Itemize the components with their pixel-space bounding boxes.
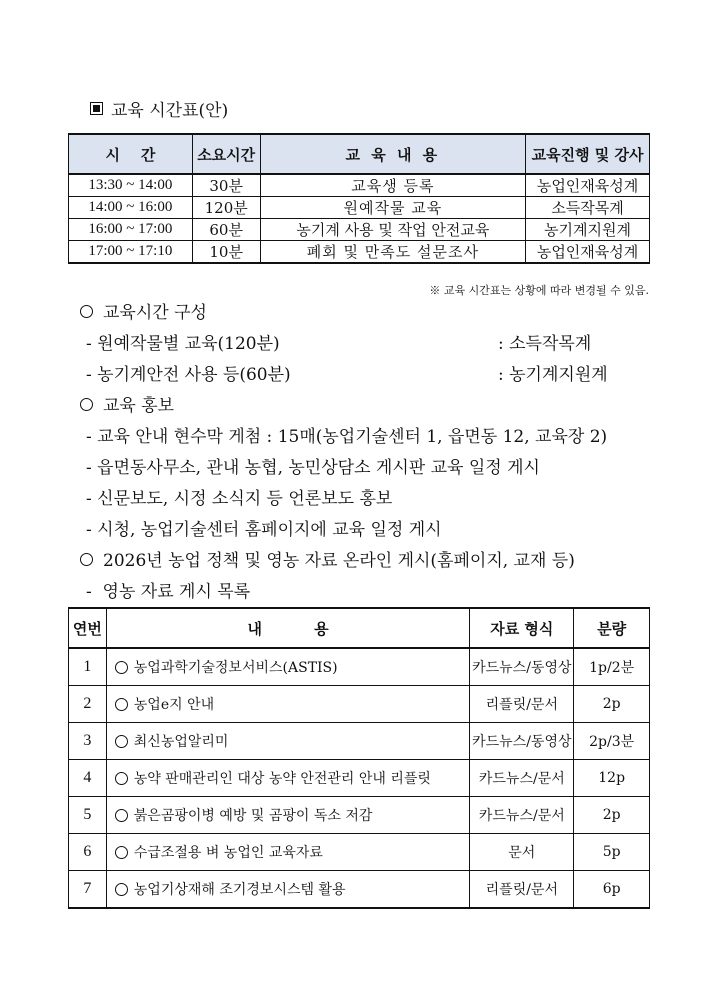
row-content: 원예작물 교육 — [260, 197, 525, 219]
row-format: 카드뉴스/동영상 — [470, 723, 574, 760]
table-row — [69, 241, 650, 264]
row-duration: 30분 — [192, 174, 260, 197]
schedule-section-title — [90, 96, 228, 121]
promotion-heading — [80, 391, 680, 422]
table-row — [69, 871, 650, 909]
composition-item-value: : 농기계지원계 — [498, 365, 608, 385]
row-no: 3 — [69, 723, 107, 760]
filled-square-icon — [90, 102, 103, 115]
header-content: 내 용 — [106, 608, 470, 648]
table-row — [69, 219, 650, 241]
row-content-cell — [106, 723, 470, 760]
header-duration: 소요시간 — [192, 134, 260, 174]
row-amount: 6p — [574, 871, 650, 909]
row-content: 농기계 사용 및 작업 안전교육 — [260, 219, 525, 241]
row-duration: 10분 — [192, 241, 260, 264]
header-format: 자료 형식 — [470, 608, 574, 648]
row-format: 카드뉴스/문서 — [470, 797, 574, 834]
row-lecturer: 농업인재육성계 — [526, 174, 650, 197]
composition-item — [80, 360, 680, 391]
row-no: 4 — [69, 760, 107, 797]
row-content-cell — [106, 760, 470, 797]
row-time: 13:30 ~ 14:00 — [69, 174, 193, 197]
table-row — [69, 648, 650, 686]
row-content-cell — [106, 686, 470, 723]
promotion-heading-text: 교육 홍보 — [103, 396, 175, 416]
row-no: 7 — [69, 871, 107, 909]
row-duration: 120분 — [192, 197, 260, 219]
header-time: 시 간 — [69, 134, 193, 174]
table-row — [69, 834, 650, 871]
row-no: 1 — [69, 648, 107, 686]
row-content-cell — [106, 871, 470, 909]
table-row — [69, 686, 650, 723]
composition-heading — [80, 298, 680, 329]
row-content-cell — [106, 797, 470, 834]
composition-item — [80, 329, 680, 360]
online-subheading: - 영농 자료 게시 목록 — [86, 582, 251, 602]
schedule-note: ※ 교육 시간표는 상황에 따라 변경될 수 있음. — [429, 284, 649, 297]
row-lecturer: 농업인재육성계 — [526, 241, 650, 264]
schedule-header-row — [69, 134, 650, 174]
promotion-item: - 읍면동사무소, 관내 농협, 농민상담소 게시판 교육 일정 게시 — [86, 458, 540, 478]
schedule-title: 교육 시간표(안) — [111, 101, 229, 121]
header-content: 교 육 내 용 — [260, 134, 525, 174]
row-lecturer: 농기계지원계 — [526, 219, 650, 241]
table-row — [69, 760, 650, 797]
circle-bullet-icon — [115, 735, 128, 748]
row-amount: 2p — [574, 797, 650, 834]
row-duration: 60분 — [192, 219, 260, 241]
composition-item-label: - 원예작물별 교육(120분) — [86, 334, 280, 354]
row-amount: 12p — [574, 760, 650, 797]
row-lecturer: 소득작목계 — [526, 197, 650, 219]
row-time: 14:00 ~ 16:00 — [69, 197, 193, 219]
row-amount: 2p/3분 — [574, 723, 650, 760]
row-content: 최신농업알리미 — [133, 734, 229, 750]
online-heading — [80, 546, 680, 577]
circle-bullet-icon — [115, 772, 128, 785]
promotion-item: - 신문보도, 시정 소식지 등 언론보도 홍보 — [86, 489, 393, 509]
composition-item-label: - 농기계안전 사용 등(60분) — [86, 365, 291, 385]
row-no: 5 — [69, 797, 107, 834]
table-row — [69, 174, 650, 197]
header-no: 연번 — [69, 608, 107, 648]
row-content-cell — [106, 648, 470, 686]
row-format: 리플릿/문서 — [470, 871, 574, 909]
circle-bullet-icon — [115, 661, 128, 674]
row-amount: 5p — [574, 834, 650, 871]
row-format: 카드뉴스/문서 — [470, 760, 574, 797]
circle-bullet-icon — [115, 809, 128, 822]
row-content: 농약 판매관리인 대상 농약 안전관리 안내 리플릿 — [133, 771, 431, 787]
row-no: 6 — [69, 834, 107, 871]
online-heading-text: 2026년 농업 정책 및 영농 자료 온라인 게시(홈페이지, 교재 등) — [103, 551, 575, 571]
row-content: 폐회 및 만족도 설문조사 — [260, 241, 525, 264]
table-row — [69, 797, 650, 834]
row-format: 리플릿/문서 — [470, 686, 574, 723]
row-format: 문서 — [470, 834, 574, 871]
row-amount: 2p — [574, 686, 650, 723]
materials-table — [68, 607, 650, 909]
promotion-item: - 시청, 농업기술센터 홈페이지에 교육 일정 게시 — [86, 520, 442, 540]
row-content: 교육생 등록 — [260, 174, 525, 197]
circle-bullet-icon — [115, 698, 128, 711]
materials-header-row — [69, 608, 650, 648]
row-format: 카드뉴스/동영상 — [470, 648, 574, 686]
row-content-cell — [106, 834, 470, 871]
circle-bullet-icon — [80, 305, 93, 318]
body-text — [80, 298, 680, 608]
promotion-item: - 교육 안내 현수막 게첨 : 15매(농업기술센터 1, 읍면동 12, 교육장 2) — [86, 427, 608, 447]
row-no: 2 — [69, 686, 107, 723]
row-content: 붉은곰팡이병 예방 및 곰팡이 독소 저감 — [133, 808, 373, 824]
row-time: 17:00 ~ 17:10 — [69, 241, 193, 264]
row-amount: 1p/2분 — [574, 648, 650, 686]
row-time: 16:00 ~ 17:00 — [69, 219, 193, 241]
circle-bullet-icon — [115, 883, 128, 896]
circle-bullet-icon — [80, 553, 93, 566]
composition-heading-text: 교육시간 구성 — [103, 303, 207, 323]
table-row — [69, 197, 650, 219]
row-content: 농업기상재해 조기경보시스템 활용 — [133, 882, 346, 898]
table-row — [69, 723, 650, 760]
header-lecturer: 교육진행 및 강사 — [526, 134, 650, 174]
row-content: 농업과학기술정보서비스(ASTIS) — [133, 660, 338, 676]
header-amount: 분량 — [574, 608, 650, 648]
row-content: 수급조절용 벼 농업인 교육자료 — [133, 845, 323, 861]
circle-bullet-icon — [80, 398, 93, 411]
schedule-table — [68, 133, 650, 264]
row-content: 농업e지 안내 — [133, 697, 215, 713]
circle-bullet-icon — [115, 846, 128, 859]
composition-item-value: : 소득작목계 — [498, 334, 592, 354]
